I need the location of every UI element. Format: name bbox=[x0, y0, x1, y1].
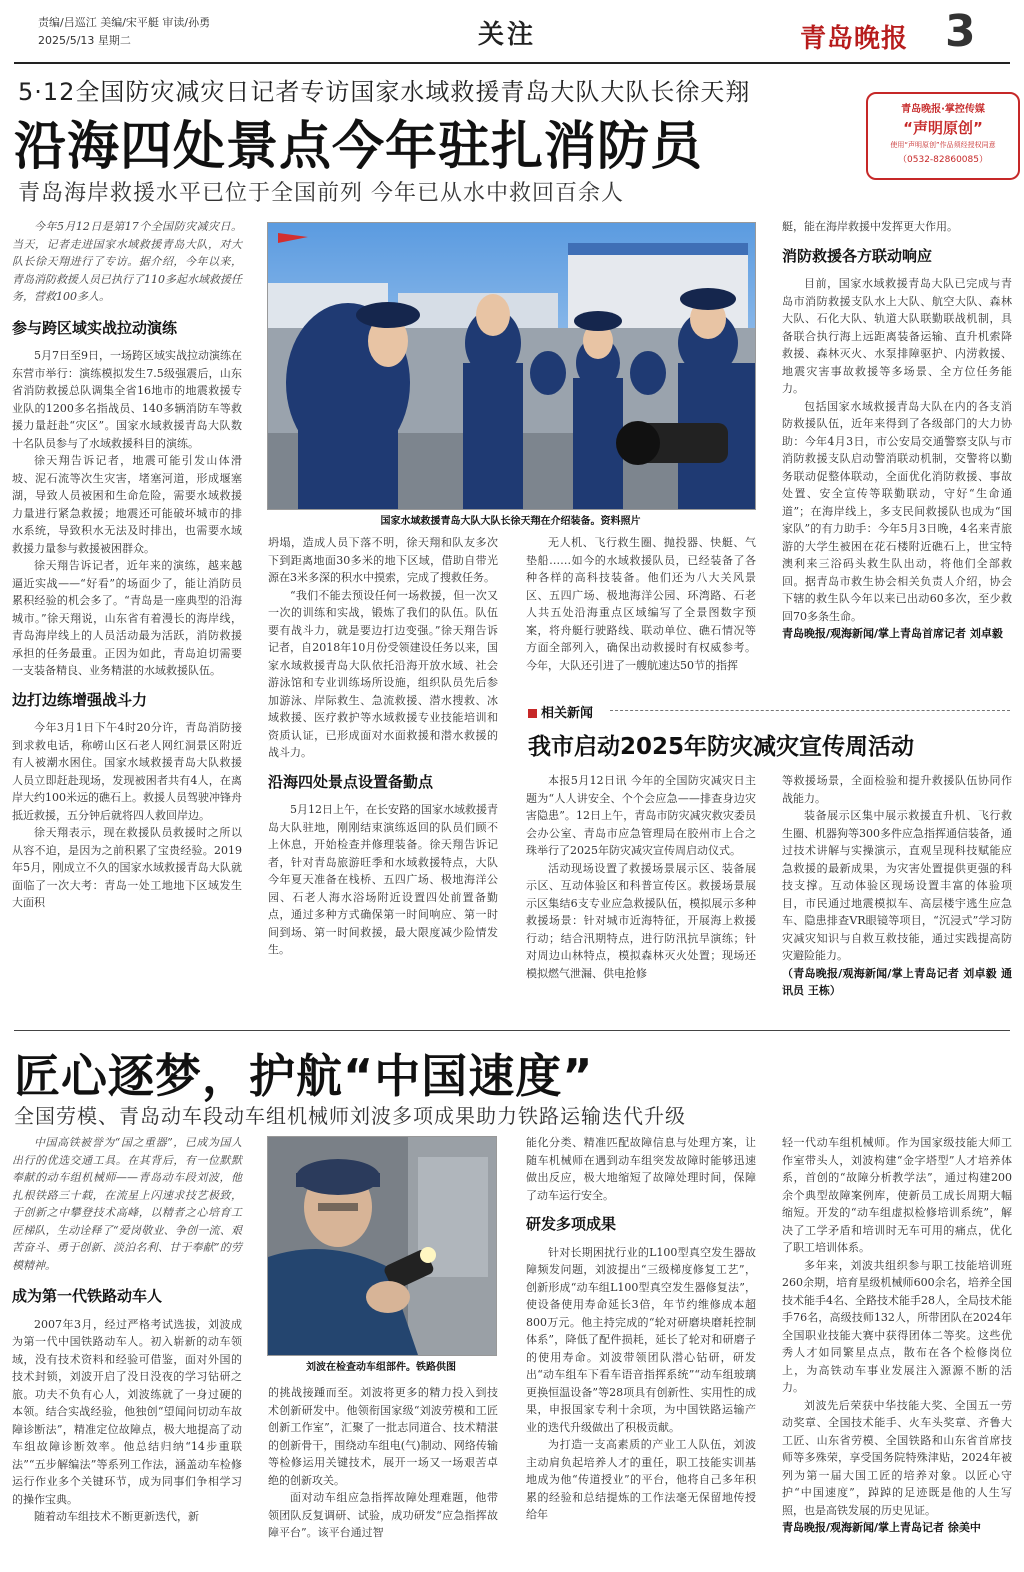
newspaper-name: 青岛晚报 bbox=[800, 24, 909, 54]
paragraph: 装备展示区集中展示救援直升机、飞行救生圈、机器狗等300多件应急指挥通信装备，通过技术讲解与实操演示，直观呈现科技赋能应急救援的最新成果，为灾害处置提供更强的科技支撑。互动体验区现场设置丰富的体验项目，市民通过地震模拟车、高层楼宇逃生应急车、隐患排查VR眼镜等项目，“沉浸式”学习防灾减灾知识与自救互救技能，通过实践提高防灾避险能力。 bbox=[782, 809, 1012, 962]
paragraph: 等救援场景，全面检验和提升救援队伍协同作战能力。 bbox=[782, 774, 1012, 805]
paragraph: 为打造一支高素质的产业工人队伍，刘波主动肩负起培养人才的重任，职工技能实训基地成为他“传道授业”的平台，他将自己多年积累的经验和总结提炼的工作法毫无保留地传授给年 bbox=[526, 1438, 756, 1521]
article1-column-3 bbox=[526, 534, 756, 674]
article1-section4-title: 消防救援各方联动响应 bbox=[782, 246, 933, 265]
stamp-line4: （0532-82860085） bbox=[898, 155, 988, 165]
section-title: 关注 bbox=[478, 20, 537, 50]
article2-section1-title: 成为第一代铁路动车人 bbox=[12, 1287, 163, 1305]
article2-column-4 bbox=[782, 1134, 1012, 1537]
paragraph: 无人机、飞行救生圈、抛投器、快艇、气垫船……如今的水域救援队员，已经装备了各种各样的高科技装备。他们还为八大关风景区、五四广场、极地海洋公园、环湾路、石老人共五处沿海重点区域编写了全景图数字预案，将舟艇行驶路线、联动单位、礁石情况等方面全部列入，确保出动救援时有权威参考。今年，大队还引进了一艘航速达50节的指挥 bbox=[526, 536, 756, 672]
paragraph: 徐天翔告诉记者，地震可能引发山体滑坡、泥石流等次生灾害，堵塞河道，形成堰塞湖，导致人员被困和生命危险，需要水域救援力量进行紧急救援；地震还可能破坏城市的排水系统，导致积水无法及时排出，也需要水域救援力量参与救援被困群众。 bbox=[12, 454, 242, 555]
paragraph: 的挑战接踵而至。刘波将更多的精力投入到技术创新研发中。他领衔国家级“刘波劳模和工匠创新工作室”，汇聚了一批志同道合、技术精湛的创新骨干，围绕动车组电(气)制动、网络传输等检修运用关键技术，展开一场又一场艰苦卓绝的创新攻关。 bbox=[268, 1386, 498, 1487]
header-meta bbox=[38, 14, 210, 50]
article1-column-4 bbox=[782, 218, 1012, 643]
paragraph: 随着动车组技术不断更新迭代，新 bbox=[34, 1510, 199, 1523]
paragraph: 包括国家水域救援青岛大队在内的各支消防救援队伍，近年来得到了各级部门的大力协助：今年4月3日，市公安局交通警察支队与市消防救援支队启动警消联动机制，交警将以勤务联动促整体联动，全面优化消防救援、事故处置、安全宣传等联勤联动，守好“生命通道”；在海岸线上，多支民间救援队也成为“国家队”的有力助手：今年5月3日晚，4名来青旅游的大学生被困在花石楼附近礁石上，世宝特澳利来三浴码头救生队出动，将他们全部救回。据青岛市救生协会相关负责人介绍，协会下辖的救生队今年以来已出动60多次，至少救回70多条生命。 bbox=[782, 399, 1012, 623]
stamp-line1: 青岛晚报·掌控传媒 bbox=[901, 104, 985, 115]
paragraph: 目前，国家水域救援青岛大队已完成与青岛市消防救援支队水上大队、航空大队、森林大队、石化大队、轨道大队联勤联战机制，具备联合执行海上远距离装备运输、直升机索降救援、森林灭火、水泵排障驱护、内涝救援、地震灾害事故救援等多场景、全方位任务能力。 bbox=[782, 277, 1012, 395]
paragraph: 今年3月1日下午4时20分许，青岛消防接到求救电话，称崂山区石老人网红洞景区附近有人被潮水困住。国家水域救援青岛大队救援人员立即赶赴现场，发现被困者共有4人，在离岸大约100米远的礁石上。救援人员驾驶冲锋舟抵近救援，五分钟后就将四人救回岸边。 bbox=[12, 721, 242, 822]
related-news-title: 我市启动2025年防灾减灾宣传周活动 bbox=[528, 734, 915, 760]
related-byline: （青岛晚报/观海新闻/掌上青岛记者 刘卓毅 通讯员 王栋） bbox=[782, 966, 1012, 997]
stamp-line3: 使用“声明原创”作品须经授权同意 bbox=[890, 141, 996, 149]
article1-section3-title: 沿海四处景点设置备勤点 bbox=[268, 772, 434, 791]
paragraph: 徐天翔表示，现在救援队员救援时之所以从容不迫，是因为之前积累了宝贵经验。2019年5月，刚成立不久的国家水域救援青岛大队就面临了一次大考：青岛一处工地地下区域发生大面积 bbox=[12, 826, 242, 909]
article2-photo bbox=[267, 1136, 497, 1356]
article1-headline: 沿海四处景点今年驻扎消防员 bbox=[14, 117, 704, 177]
paragraph: 2007年3月，经过严格考试选拔，刘波成为第一代中国铁路动车人。初入崭新的动车领域，没有技术资料和经验可借鉴，面对外国的技术封锁，刘波开启了没日没夜的学习钻研之旅。功夫不负有心人，刘波练就了一身过硬的本领。结合实战经验，他独创“望闻问切动车故障诊断法”，精准定位故障点，极大地提高了动车组故障诊断效率。他总结归纳“14步重联法”“五步解编法”等系列工作法，涵盖动车检修运行作业多个关键环节，成为同事们争相学习的操作宝典。 bbox=[12, 1317, 242, 1506]
article1-section1-title: 参与跨区域实战拉动演练 bbox=[12, 318, 178, 337]
article2-headline: 匠心逐梦，护航“中国速度” bbox=[14, 1049, 594, 1103]
original-claim-stamp bbox=[866, 92, 1020, 180]
related-news-rule bbox=[610, 710, 1010, 711]
paragraph: 针对长期困扰行业的L100型真空发生器故障频发问题，刘波提出“三级梯度修复工艺”，创新形成“动车组L100型真空发生器修复法”，使设备使用寿命延长3倍，年节约维修成本超800万元。他主持完成的“轮对研磨块磨耗控制体系”，降低了配件损耗，延长了轮对和研磨子的使用寿命。刘波带领团队潜心钻研，研发出“动车组车下看车语音指挥系统”“动车组玻璃更换恒温设备”等28项具有创新性、实用性的成果，申报国家专利十余项，为中国铁路运输产业的迭代升级做出了积极贡献。 bbox=[526, 1245, 756, 1434]
article2-subhead: 全国劳模、青岛动车段动车组机械师刘波多项成果助力铁路运输迭代升级 bbox=[14, 1104, 686, 1128]
paragraph: 能化分类、精准匹配故障信息与处理方案，让随车机械师在遇到动车组突发故障时能够迅速做出反应，极大地缩短了故障处理时间，保障了动车运行安全。 bbox=[526, 1136, 756, 1202]
paragraph: 刘波先后荣获中华技能大奖、全国五一劳动奖章、全国技术能手、火车头奖章、齐鲁大工匠、山东省劳模、全国铁路和山东省首席技师等多殊荣，享受国务院特殊津贴，2024年被列为第一届大国工匠的培养对象。以匠心守护“中国速度”，踔踔的足迹既是他的人生写照，也是高铁发展的历史见证。 bbox=[782, 1398, 1012, 1517]
paragraph: 面对动车组应急指挥故障处理难题，他带领团队反复调研、试验，成功研发“应急指挥故障平台”。该平台通过智 bbox=[268, 1491, 498, 1539]
photo-mechanic-illustration bbox=[268, 1137, 496, 1355]
article2-section2-title: 研发多项成果 bbox=[526, 1215, 617, 1233]
paragraph: 坍塌，造成人员下落不明，徐天翔和队友多次下到距离地面30多米的地下区域，借助自带光源在3米多深的积水中摸索，完成了搜救任务。 bbox=[268, 536, 498, 584]
article2-column-1 bbox=[12, 1134, 242, 1526]
related-column-1 bbox=[526, 772, 756, 982]
editor-line: 责编/吕巡江 美编/宋平艇 审读/孙勇 bbox=[38, 16, 211, 29]
article1-photo-caption: 国家水域救援青岛大队大队长徐天翔在介绍装备。资料照片 bbox=[380, 516, 641, 527]
article1-column-2 bbox=[268, 534, 498, 959]
article1-byline: 青岛晚报/观海新闻/掌上青岛首席记者 刘卓毅 bbox=[782, 627, 1003, 640]
article2-column-2 bbox=[268, 1384, 498, 1542]
article2-lede: 中国高铁被誉为“国之重器”，已成为国人出行的优选交通工具。在其背后，有一位默默奉献的动车组机械师——青岛动车段刘波，他扎根铁路三十载，在流星上闪速求技艺极致，于创新之中攀登技术高峰，以精者之心培育工匠梯队，生动诠释了“爱岗敬业、争创一流、艰苦奋斗、勇于创新、淡泊名利、甘于奉献”的劳模精神。 bbox=[12, 1136, 242, 1272]
article1-section2-title: 边打边练增强战斗力 bbox=[12, 690, 148, 709]
paragraph: 本报5月12日讯 今年的全国防灾减灾日主题为“人人讲安全、个个会应急——排查身边灾害隐患”。12日上午，青岛市防灾减灾救灾委员会办公室、青岛市应急管理局在胶州市上合之珠举行了2025年防灾减灾宣传周启动仪式。 bbox=[526, 774, 756, 857]
article1-photo bbox=[267, 222, 756, 510]
related-column-2 bbox=[782, 772, 1012, 1000]
article1-kicker: 5·12全国防灾减灾日记者专访国家水域救援青岛大队大队长徐天翔 bbox=[18, 78, 751, 106]
stamp-line2: “声明原创” bbox=[903, 119, 983, 137]
article-divider bbox=[14, 1030, 1010, 1031]
paragraph: “我们不能去预设任何一场救援，但一次又一次的训练和实战，锻炼了我们的队伍。队伍要有战斗力，就是要边打边变强。”徐天翔告诉记者，自2018年10月份受领建设任务以来，国家水域救援青岛大队依托沿海开放水域、社会游泳馆和专业训练场所设施，组织队员先后参加游泳、岸际救生、急流救援、潜水搜救、冰域救援、医疗救护等水域救援专业技能培训和资质认证，已形成面对水面救援和潜水救援的战斗力。 bbox=[268, 588, 498, 759]
header-rule bbox=[14, 62, 1010, 64]
page-number: 3 bbox=[945, 6, 976, 57]
article1-column-1 bbox=[12, 218, 242, 912]
article2-photo-caption: 刘波在检查动车组部件。铁路供图 bbox=[306, 1362, 456, 1373]
paragraph: 轻一代动车组机械师。作为国家级技能大师工作室带头人，刘波构建“金字塔型”人才培养体系，首创的“故障分析教学法”，通过构建200余个典型故障案例库，使新员工成长周期大幅缩短。开发的“动车组虚拟检修培训系统”，解决了工学矛盾和培训时无车可用的痛点，优化了职工培训体系。 bbox=[782, 1136, 1012, 1254]
date-line: 2025/5/13 星期二 bbox=[38, 34, 131, 47]
article2-column-3 bbox=[526, 1134, 756, 1524]
paragraph: 活动现场设置了救援场景展示区、装备展示区、互动体验区和科普宣传区。救援场景展示区集结6支专业应急救援队伍，模拟展示多种救援场景：针对城市近海特征，开展海上救援行动；结合汛期特点，进行防汛抗旱演练；针对周边山林特点，模拟森林灭火处置；现场还模拟燃气泄漏、供电抢修 bbox=[526, 861, 756, 980]
photo-firefighters-illustration bbox=[268, 223, 755, 509]
paragraph: 5月7日至9日，一场跨区域实战拉动演练在东营市举行：演练模拟发生7.5级强震后，山东省消防救援总队调集全省16地市的地震救援专业队的1200多名指战员、140多辆消防车等救援力量赶赴“灾区”。国家水域救援青岛大队数十名队员参与了水域救援科目的演练。 bbox=[12, 349, 242, 450]
paragraph: 徐天翔告诉记者，近年来的演练，越来越逼近实战——“好看”的场面少了，能让消防员累积经验的机会多了。“青岛是一座典型的沿海城市。”徐天翔说，山东省有着漫长的海岸线，青岛海岸线上的人员活动最为活跃，消防救援承担的任务最重。正因为如此，青岛迫切需要一支装备精良、业务精湛的水域救援队伍。 bbox=[12, 559, 242, 677]
paragraph: 艇，能在海岸救援中发挥更大作用。 bbox=[782, 220, 958, 233]
paragraph: 多年来，刘波共组织参与职工技能培训班260余期，培育星级机械师600余名，培养全国技术能手4名、全路技术能手28人，全局技术能手76名，高级技师132人，所带团队在2024年全国职业技能大赛中获得团体二等奖。这些优秀人才如同繁星点点，散布在各个检修岗位上，为高铁动车事业发展注入源源不断的活力。 bbox=[782, 1258, 1012, 1394]
article1-subhead: 青岛海岸救援水平已位于全国前列 今年已从水中救回百余人 bbox=[18, 181, 624, 206]
related-news-tag: 相关新闻 bbox=[528, 702, 593, 721]
article1-lede: 今年5月12日是第17个全国防灾减灾日。当天，记者走进国家水域救援青岛大队，对大队长徐天翔进行了专访。据介绍，今年以来，青岛消防救援人员已执行了110多起水域救援任务，营救100多人。 bbox=[12, 220, 242, 303]
paragraph: 5月12日上午，在长安路的国家水域救援青岛大队驻地，刚刚结束演练返回的队员们顾不上休息，开始检查并修理装备。徐天翔告诉记者，针对青岛旅游旺季和水域救援特点，大队今年夏天准备在栈桥、五四广场、极地海洋公园、石老人海水浴场附近设置四处前置备勤点，通过多种方式确保第一时间响应、第一时间到场、第一时间救援，最大限度减少险情发生。 bbox=[268, 803, 498, 956]
article2-byline: 青岛晚报/观海新闻/掌上青岛记者 徐美中 bbox=[782, 1521, 981, 1534]
